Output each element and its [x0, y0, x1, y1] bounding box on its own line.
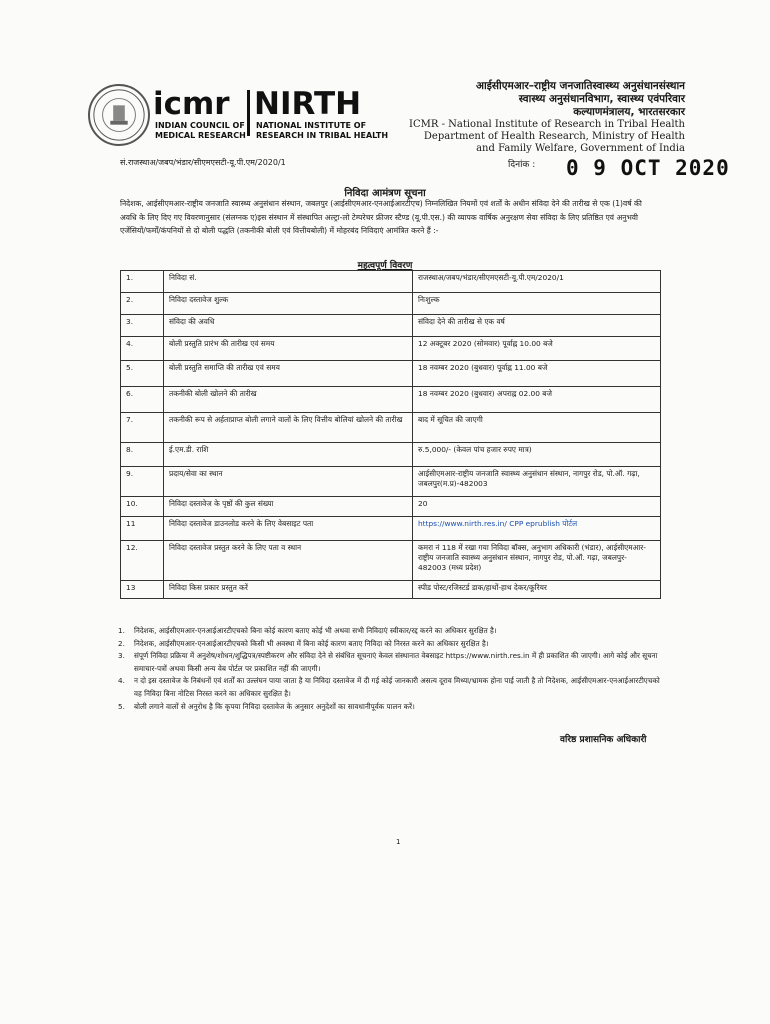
- row-number: 4.: [121, 337, 164, 361]
- row-label: निविदा किस प्रकार प्रस्तुत करें: [164, 581, 413, 599]
- row-value: संविदा देने की तारीख से एक वर्ष: [413, 315, 661, 337]
- row-number: 3.: [121, 315, 164, 337]
- row-number: 7.: [121, 413, 164, 443]
- note-number: 3.: [118, 651, 125, 661]
- row-value: रु.5,000/- (केवल पांच हजार रुपए मात्र): [413, 443, 661, 467]
- note-item: [118, 625, 663, 638]
- page-number: 1: [396, 838, 401, 846]
- row-label: निविदा दस्तावेज शुल्क: [164, 293, 413, 315]
- table-row: [121, 581, 661, 599]
- row-label: निविदा दस्तावेज डाउनलोड करने के लिए वेबसाइट पता: [164, 517, 413, 541]
- row-number: 10.: [121, 497, 164, 517]
- row-label: बोली प्रस्तुति समाप्ति की तारीख एवं समय: [164, 361, 413, 387]
- notes-list: [118, 625, 663, 713]
- row-value: बाद में सूचित की जाएगी: [413, 413, 661, 443]
- note-number: 5.: [118, 701, 125, 711]
- row-label: निविदा दस्तावेज के पृष्ठों की कुल संख्या: [164, 497, 413, 517]
- note-item: [118, 675, 663, 700]
- row-label: तकनीकी बोली खोलने की तारीख: [164, 387, 413, 413]
- details-table: [120, 270, 661, 599]
- note-number: 1.: [118, 626, 125, 635]
- note-text: निदेशक, आईसीएमआर-एनआईआरटीएचको बिना कोई कारण बताए कोई भी अथवा सभी निविदाएं स्वीकार/रद्द करने का अधिकार सुरक्षित है।: [134, 626, 497, 635]
- row-value: 12 अक्टूबर 2020 (सोमवार) पूर्वाह्न 10.00 बजे: [413, 337, 661, 361]
- note-item: [118, 701, 663, 714]
- table-row: [121, 361, 661, 387]
- row-number: 1.: [121, 271, 164, 293]
- note-number: 4.: [118, 676, 125, 686]
- note-item: [118, 650, 663, 675]
- row-number: 2.: [121, 293, 164, 315]
- table-row: [121, 497, 661, 517]
- reference-number: सं.राजस्थाअ/जबप/भंडार/सीएमएसटी-यू.पी.एम/2020/1: [120, 158, 286, 167]
- table-row: [121, 541, 661, 581]
- notice-title: निविदा आमंत्रण सूचना: [344, 188, 426, 199]
- table-row: [121, 467, 661, 497]
- date-stamp: 0 9 OCT 2020: [566, 156, 730, 180]
- letterhead-address: आईसीएमआर–राष्ट्रीय जनजातिस्वास्थ्य अनुसंधानसंस्थान स्वास्थ्य अनुसंधानविभाग, स्वास्थ्य एवंपरिवार कल्याणमंत्रालय, भारतसरकार ICMR - National Institute of Research in Tribal Health Department of Health Research, Ministry of Health and Family Welfare, Government of India: [409, 80, 685, 154]
- date-label: दिनांक :: [508, 160, 536, 170]
- nirth-subtitle: NATIONAL INSTITUTE OF RESEARCH IN TRIBAL HEALTH: [256, 121, 389, 140]
- intro-paragraph: निदेशक, आईसीएमआर-राष्ट्रीय जनजाति स्वास्थ्य अनुसंधान संस्थान, जबलपुर (आईसीएमआर-एनआईआरटीएच) निम्नलिखित नियमों एवं शर्तों के अधीन संविदा देने की तारीख से एक (1)वर्ष की अवधि के लिए दिए गए विवरणानुसार (संलग्नक ए)इस संस्थान में संस्थापित अल्ट्रा-लो टेम्परेचर फ्रीजर स्टैण्ड (यू.पी.एस.) की व्यापक वार्षिक अनुरक्षण सेवा संविदा के लिए प्रतिष्ठित एवं अनुभवी एजेंसियों/फर्मों/कंपनियों से दो बोली पद्धति (तकनीकी बोली एवं वित्तीयबोली) में मोहरबंद निविदाएं आमंत्रित करने हैं :-: [120, 199, 642, 236]
- signatory: वरिष्ठ प्रशासनिक अधिकारी: [560, 735, 647, 745]
- note-item: [118, 638, 663, 651]
- row-number: 6.: [121, 387, 164, 413]
- government-seal-icon: [88, 84, 150, 146]
- row-value: 18 नवम्बर 2020 (बुधवार) पूर्वाह्न 11.00 बजे: [413, 361, 661, 387]
- row-label: निविदा सं.: [164, 271, 413, 293]
- row-value: 18 नवम्बर 2020 (बुधवार) अपराह्न 02.00 बजे: [413, 387, 661, 413]
- row-number: 12.: [121, 541, 164, 581]
- row-value: राजस्थाअ/जबप/भंडार/सीएमएसटी-यू.पी.एम/2020/1: [413, 271, 661, 293]
- row-label: निविदा दस्तावेज प्रस्तुत करने के लिए पता व स्थान: [164, 541, 413, 581]
- row-value: कमरा नं 118 में रखा गया निविदा बॉक्स, अनुभाग अधिकारी (भंडार), आईसीएमआर-राष्ट्रीय जनजाति स्वास्थ्य अनुसंधान संस्थान, नागपुर रोड, पो.ऑ. गढ़ा, जबलपुर- 482003 (मध्य प्रदेश): [413, 541, 661, 581]
- table-row: [121, 413, 661, 443]
- table-row: [121, 271, 661, 293]
- table-row: [121, 387, 661, 413]
- table-row: [121, 517, 661, 541]
- row-number: 5.: [121, 361, 164, 387]
- logo-divider: [247, 90, 250, 136]
- note-number: 2.: [118, 638, 125, 648]
- table-title: महत्वपूर्ण विवरण: [357, 261, 413, 271]
- row-value[interactable]: https://www.nirth.res.in/ CPP eprublish पोर्टल: [413, 517, 661, 541]
- row-label: प्रदाय/सेवा का स्थान: [164, 467, 413, 497]
- table-row: [121, 337, 661, 361]
- row-label: बोली प्रस्तुति प्रारंभ की तारीख एवं समय: [164, 337, 413, 361]
- table-row: [121, 315, 661, 337]
- row-label: ई.एम.डी. राशि: [164, 443, 413, 467]
- note-text: बोली लगाने वालों से अनुरोध है कि कृपया निविदा दस्तावेज के अनुसार अनुदेशों का सावधानीपूर्वक पालन करें।: [134, 701, 415, 711]
- row-value: आईसीएमआर-राष्ट्रीय जनजाति स्वास्थ्य अनुसंधान संस्थान, नागपुर रोड, पो.ऑ. गढ़ा, जबलपुर(म.प्र)-482003: [413, 467, 661, 497]
- nirth-logo-text: NIRTH: [254, 86, 362, 122]
- table-row: [121, 293, 661, 315]
- row-value: निःशुल्क: [413, 293, 661, 315]
- row-number: 8.: [121, 443, 164, 467]
- icmr-subtitle: INDIAN COUNCIL OF MEDICAL RESEARCH: [155, 121, 246, 140]
- row-value: 20: [413, 497, 661, 517]
- row-value: स्पीड पोस्ट/रजिस्टर्ड डाक/हाथों-हाथ देकर/कूरियर: [413, 581, 661, 599]
- row-label: संविदा की अवधि: [164, 315, 413, 337]
- note-text: निदेशक, आईसीएमआर-एनआईआरटीएचको किसी भी अवस्था में बिना कोई कारण बताए निविदा को निरस्त करने का अधिकार सुरक्षित है।: [134, 638, 489, 648]
- row-number: 9.: [121, 467, 164, 497]
- table-row: [121, 443, 661, 467]
- row-label: तकनीकी रूप से अर्हताप्राप्त बोली लगाने वालों के लिए वित्तीय बोलियां खोलने की तारीख: [164, 413, 413, 443]
- icmr-logo-text: icmr: [153, 86, 230, 122]
- note-text: न दो इस दस्तावेज के निबंधनों एवं शर्तों का उल्लंघन पाया जाता है या निविदा दस्तावेज में दी गई कोई जानकारी असत्य दूराव मिथ्या/भ्रामक होना पाई जाती है तो निदेशक, आईसीएमआर-एनआईआरटीएचको वह निविदा बिना नोटिस निरस्त करने का अधिकार सुरक्षित है।: [134, 676, 660, 698]
- note-text: संपूर्ण निविदा प्रक्रिया में अनुशेष/शोधन/शुद्धिपत्र/स्पष्टीकरण और संविदा देने से संबंधित सूचनाएं केवल संस्थानात वेबसाइट https://www.nirth.res.in में ही प्रकाशित की जाएगी। आगे कोई और सूचना समाचार-पत्रों अथवा किसी अन्य वेब पोर्टल पर प्रकाशित नहीं की जाएगी।: [134, 651, 658, 673]
- row-number: 11: [121, 517, 164, 541]
- row-number: 13: [121, 581, 164, 599]
